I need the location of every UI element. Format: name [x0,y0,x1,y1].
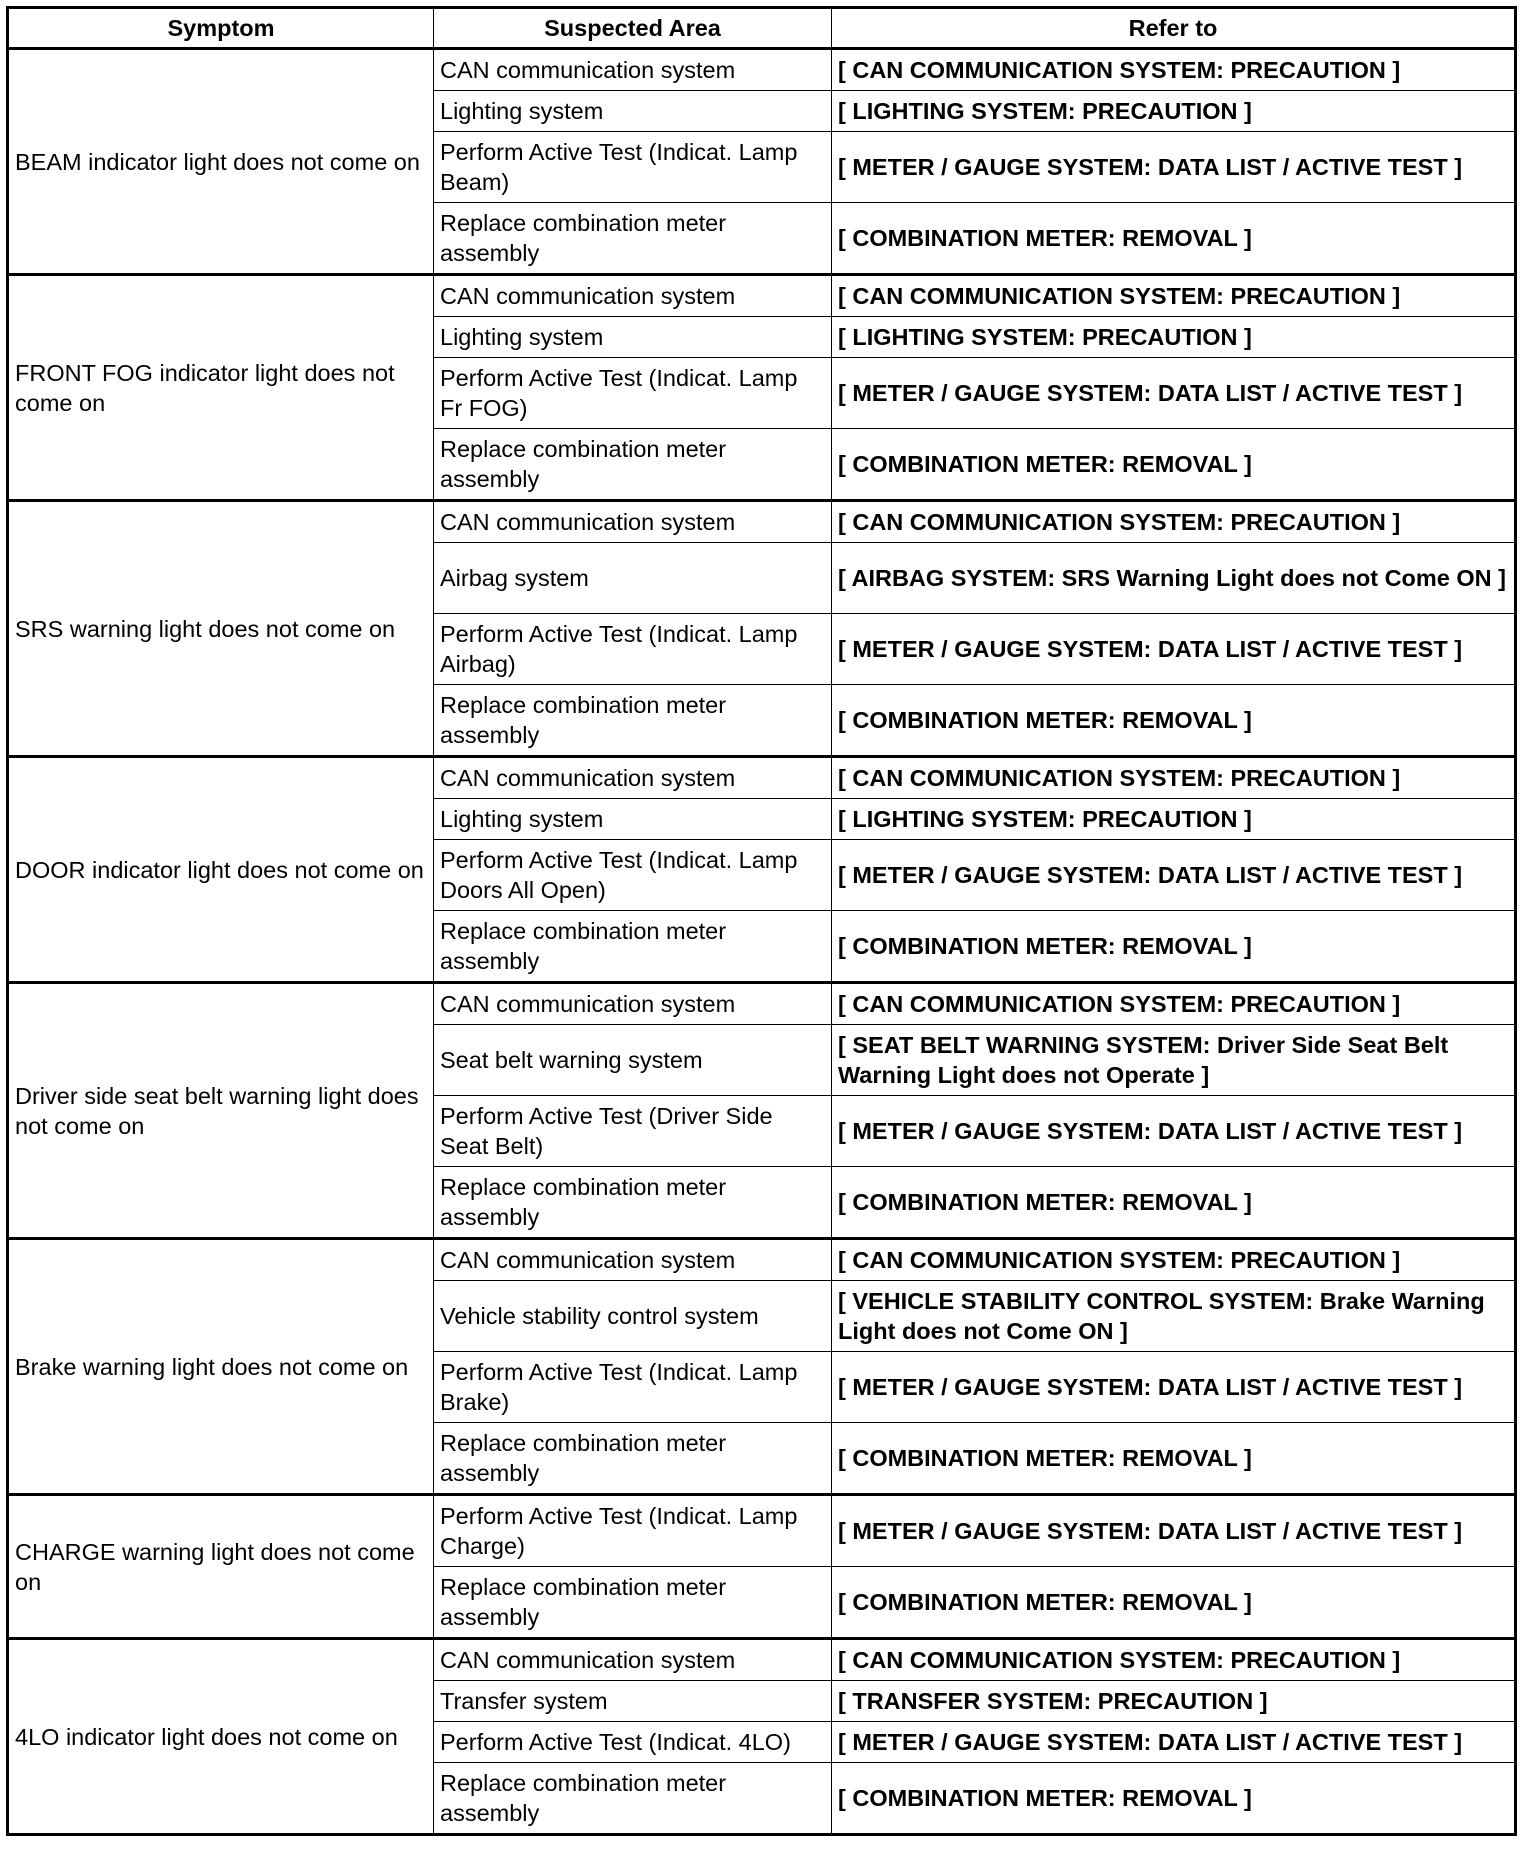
suspected-area-cell: CAN communication system [434,501,832,543]
symptom-cell: Driver side seat belt warning light does not come on [8,983,434,1239]
suspected-area-cell: Perform Active Test (Indicat. Lamp Doors All Open) [434,840,832,911]
suspected-area-cell: Perform Active Test (Indicat. Lamp Fr FOG) [434,358,832,429]
symptom-cell: SRS warning light does not come on [8,501,434,757]
suspected-area-cell: Seat belt warning system [434,1025,832,1096]
refer-to-cell: [ METER / GAUGE SYSTEM: DATA LIST / ACTIVE TEST ] [832,840,1516,911]
refer-to-cell: [ CAN COMMUNICATION SYSTEM: PRECAUTION ] [832,49,1516,91]
refer-to-cell: [ SEAT BELT WARNING SYSTEM: Driver Side Seat Belt Warning Light does not Operate ] [832,1025,1516,1096]
suspected-area-cell: Replace combination meter assembly [434,1167,832,1239]
suspected-area-cell: Perform Active Test (Indicat. 4LO) [434,1722,832,1763]
symptom-group [8,1639,1516,1835]
suspected-area-cell: CAN communication system [434,1639,832,1681]
document-page [6,6,1514,1836]
refer-to-cell: [ TRANSFER SYSTEM: PRECAUTION ] [832,1681,1516,1722]
symptom-group [8,1239,1516,1495]
suspected-area-cell: CAN communication system [434,1239,832,1281]
symptom-cell: FRONT FOG indicator light does not come on [8,275,434,501]
symptom-group [8,983,1516,1239]
table-row [8,1495,1516,1567]
refer-to-cell: [ CAN COMMUNICATION SYSTEM: PRECAUTION ] [832,1639,1516,1681]
symptom-cell: DOOR indicator light does not come on [8,757,434,983]
suspected-area-cell: Transfer system [434,1681,832,1722]
header-row [8,8,1516,49]
table-row [8,983,1516,1025]
suspected-area-cell: CAN communication system [434,983,832,1025]
suspected-area-cell: Lighting system [434,91,832,132]
refer-to-cell: [ COMBINATION METER: REMOVAL ] [832,1167,1516,1239]
suspected-area-cell: Perform Active Test (Indicat. Lamp Beam) [434,132,832,203]
suspected-area-cell: Lighting system [434,799,832,840]
suspected-area-cell: Perform Active Test (Indicat. Lamp Charge) [434,1495,832,1567]
suspected-area-cell: Replace combination meter assembly [434,685,832,757]
table-row [8,275,1516,317]
refer-to-cell: [ METER / GAUGE SYSTEM: DATA LIST / ACTIVE TEST ] [832,614,1516,685]
refer-to-cell: [ METER / GAUGE SYSTEM: DATA LIST / ACTIVE TEST ] [832,1722,1516,1763]
header-refer-to: Refer to [832,8,1516,49]
refer-to-cell: [ VEHICLE STABILITY CONTROL SYSTEM: Brake Warning Light does not Come ON ] [832,1281,1516,1352]
suspected-area-cell: CAN communication system [434,49,832,91]
symptom-group [8,757,1516,983]
table-row [8,1639,1516,1681]
refer-to-cell: [ COMBINATION METER: REMOVAL ] [832,429,1516,501]
symptom-cell: BEAM indicator light does not come on [8,49,434,275]
symptom-cell: 4LO indicator light does not come on [8,1639,434,1835]
suspected-area-cell: Lighting system [434,317,832,358]
symptom-group [8,49,1516,275]
refer-to-cell: [ METER / GAUGE SYSTEM: DATA LIST / ACTIVE TEST ] [832,1096,1516,1167]
suspected-area-cell: Replace combination meter assembly [434,911,832,983]
refer-to-cell: [ CAN COMMUNICATION SYSTEM: PRECAUTION ] [832,1239,1516,1281]
suspected-area-cell: Replace combination meter assembly [434,1423,832,1495]
refer-to-cell: [ LIGHTING SYSTEM: PRECAUTION ] [832,799,1516,840]
suspected-area-cell: Perform Active Test (Driver Side Seat Belt) [434,1096,832,1167]
header-symptom: Symptom [8,8,434,49]
refer-to-cell: [ CAN COMMUNICATION SYSTEM: PRECAUTION ] [832,757,1516,799]
refer-to-cell: [ LIGHTING SYSTEM: PRECAUTION ] [832,91,1516,132]
refer-to-cell: [ COMBINATION METER: REMOVAL ] [832,1423,1516,1495]
refer-to-cell: [ METER / GAUGE SYSTEM: DATA LIST / ACTIVE TEST ] [832,1495,1516,1567]
refer-to-cell: [ COMBINATION METER: REMOVAL ] [832,911,1516,983]
header-suspected-area: Suspected Area [434,8,832,49]
refer-to-cell: [ COMBINATION METER: REMOVAL ] [832,203,1516,275]
symptom-group [8,501,1516,757]
diagnosis-table [6,6,1517,1836]
symptom-cell: CHARGE warning light does not come on [8,1495,434,1639]
symptom-cell: Brake warning light does not come on [8,1239,434,1495]
symptom-group [8,1495,1516,1639]
suspected-area-cell: Perform Active Test (Indicat. Lamp Airbag) [434,614,832,685]
table-row [8,757,1516,799]
suspected-area-cell: Airbag system [434,543,832,614]
refer-to-cell: [ COMBINATION METER: REMOVAL ] [832,1567,1516,1639]
table-row [8,1239,1516,1281]
suspected-area-cell: Vehicle stability control system [434,1281,832,1352]
suspected-area-cell: Perform Active Test (Indicat. Lamp Brake) [434,1352,832,1423]
refer-to-cell: [ COMBINATION METER: REMOVAL ] [832,1763,1516,1835]
table-row [8,501,1516,543]
suspected-area-cell: Replace combination meter assembly [434,1567,832,1639]
refer-to-cell: [ COMBINATION METER: REMOVAL ] [832,685,1516,757]
refer-to-cell: [ METER / GAUGE SYSTEM: DATA LIST / ACTIVE TEST ] [832,1352,1516,1423]
symptom-group [8,275,1516,501]
suspected-area-cell: Replace combination meter assembly [434,203,832,275]
refer-to-cell: [ CAN COMMUNICATION SYSTEM: PRECAUTION ] [832,501,1516,543]
refer-to-cell: [ LIGHTING SYSTEM: PRECAUTION ] [832,317,1516,358]
refer-to-cell: [ METER / GAUGE SYSTEM: DATA LIST / ACTIVE TEST ] [832,358,1516,429]
suspected-area-cell: Replace combination meter assembly [434,1763,832,1835]
suspected-area-cell: CAN communication system [434,275,832,317]
table-row [8,49,1516,91]
suspected-area-cell: Replace combination meter assembly [434,429,832,501]
refer-to-cell: [ AIRBAG SYSTEM: SRS Warning Light does not Come ON ] [832,543,1516,614]
refer-to-cell: [ CAN COMMUNICATION SYSTEM: PRECAUTION ] [832,275,1516,317]
refer-to-cell: [ METER / GAUGE SYSTEM: DATA LIST / ACTIVE TEST ] [832,132,1516,203]
refer-to-cell: [ CAN COMMUNICATION SYSTEM: PRECAUTION ] [832,983,1516,1025]
suspected-area-cell: CAN communication system [434,757,832,799]
